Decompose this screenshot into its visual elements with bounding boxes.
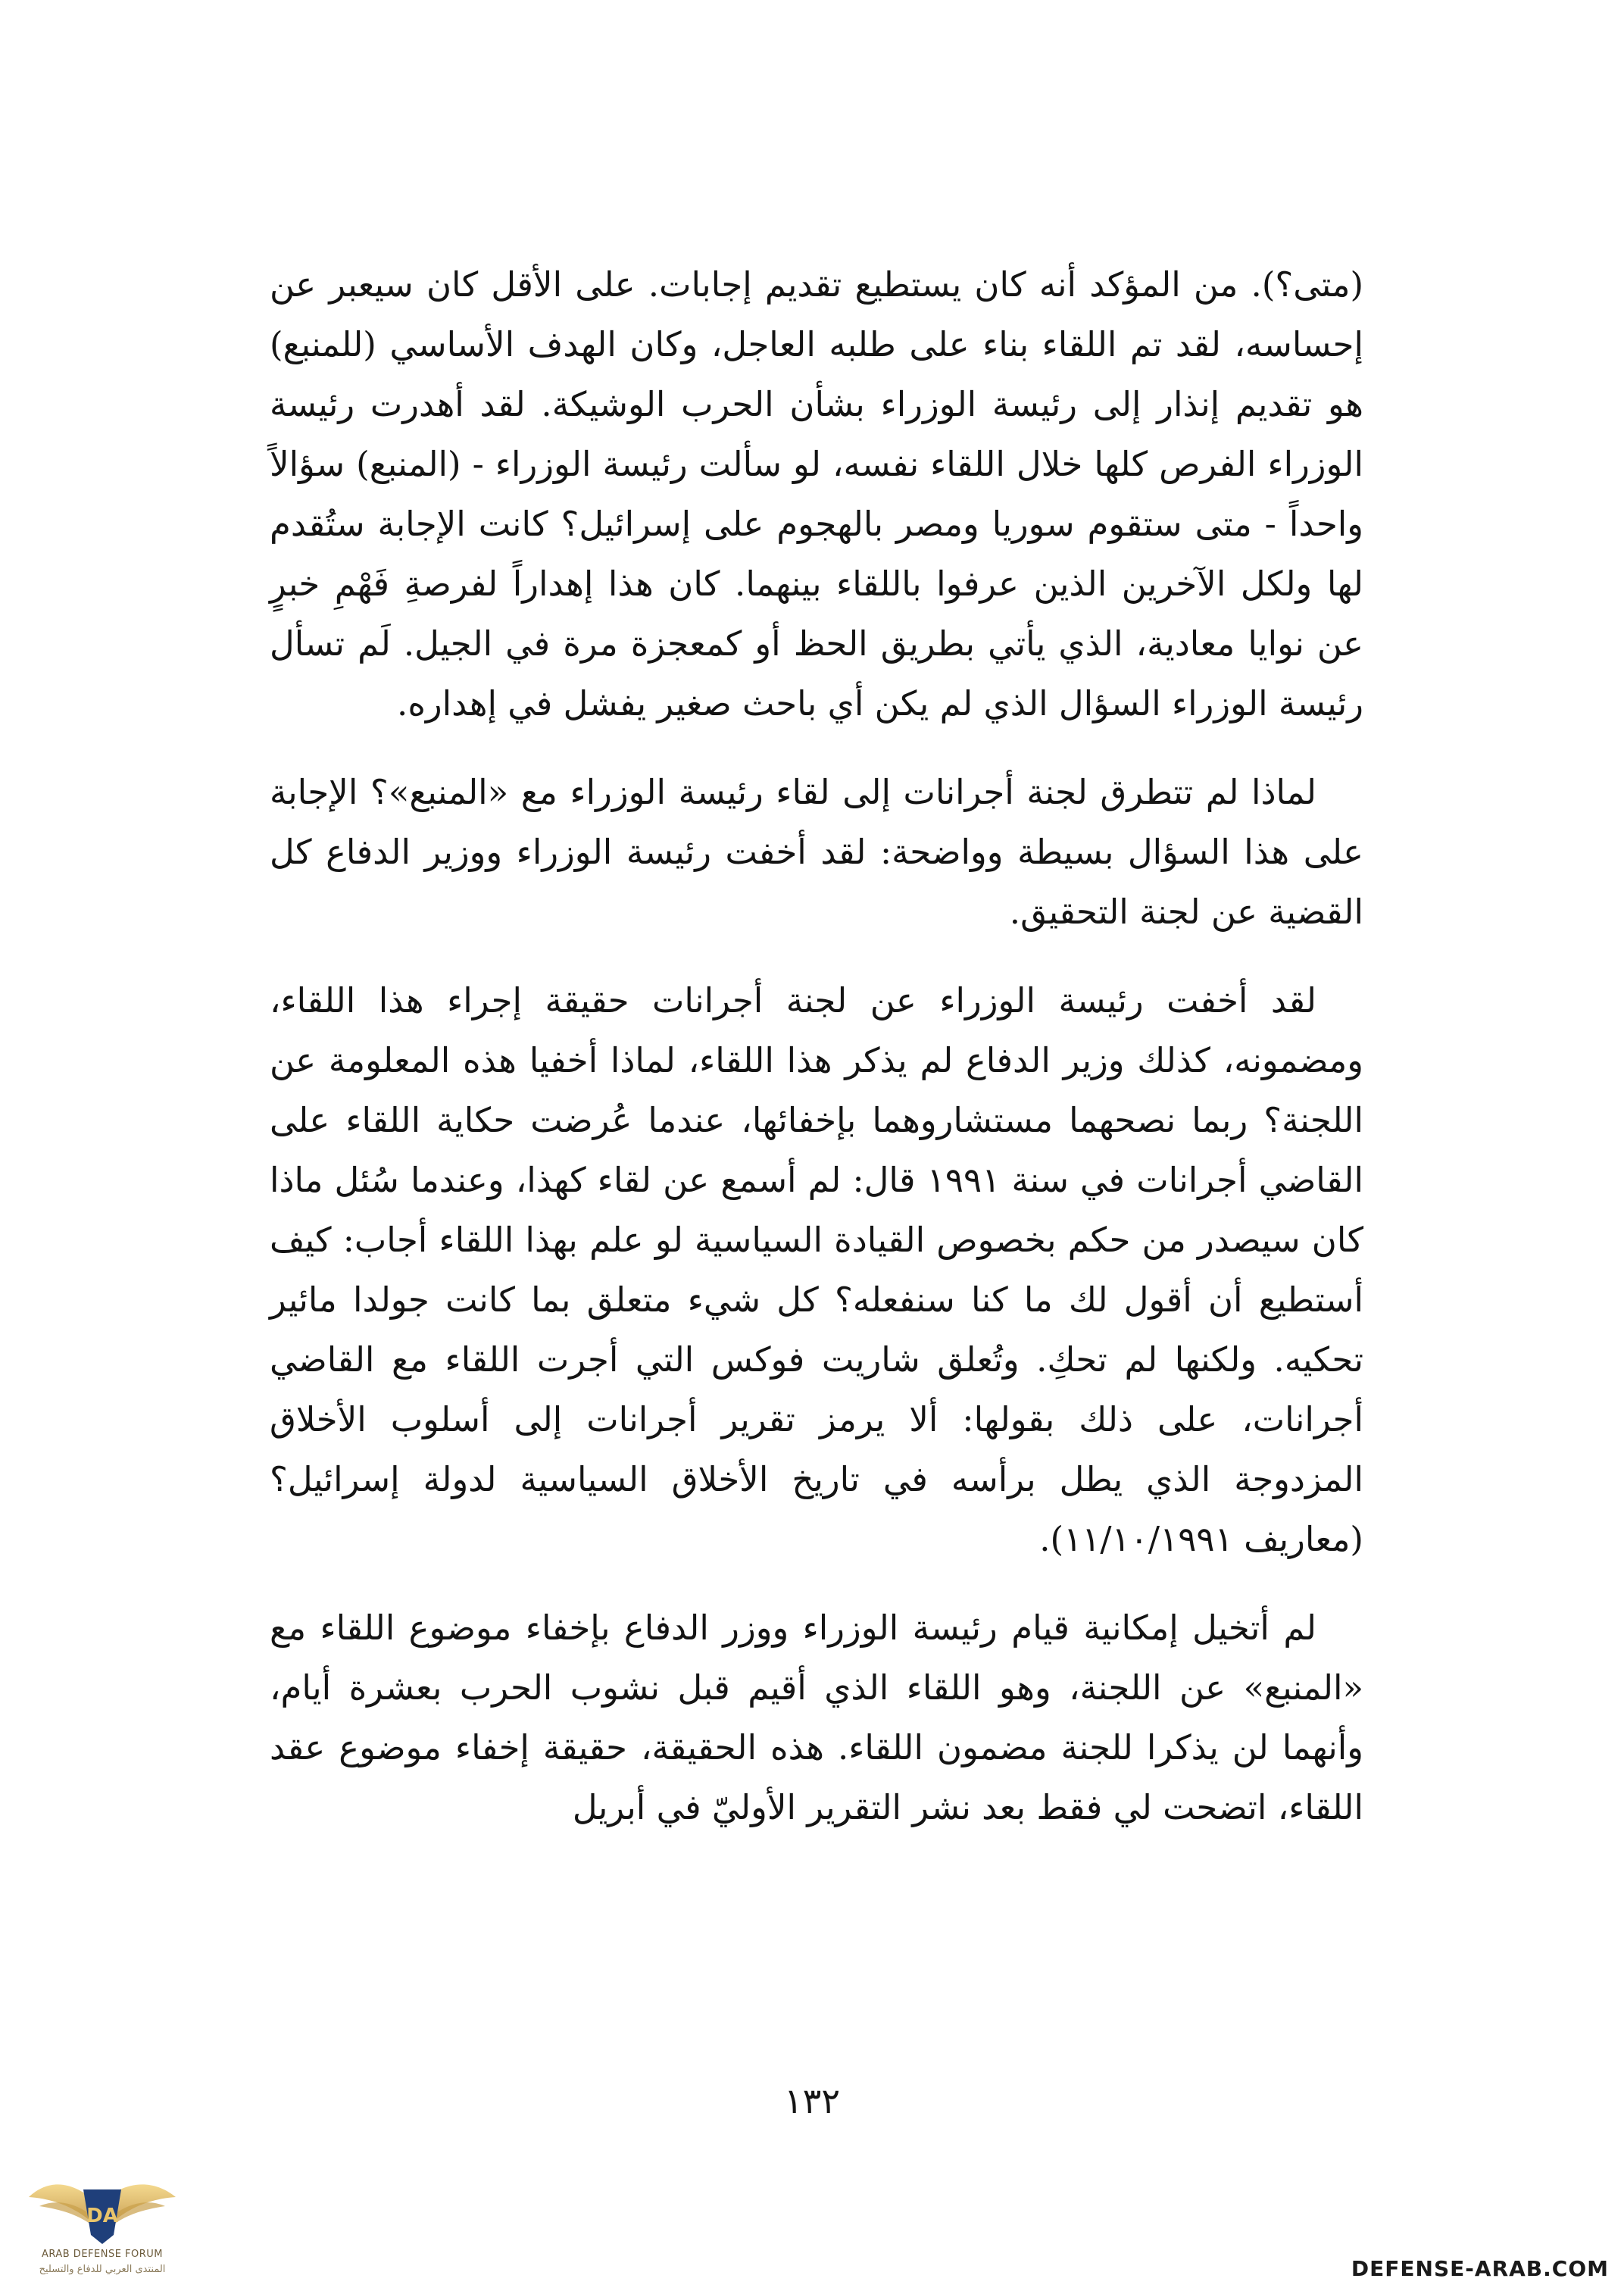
paragraph-1: (متى؟). من المؤكد أنه كان يستطيع تقديم إجابات. على الأقل كان سيعبر عن إحساسه، لقد تم اللقاء بناء على طلبه العاجل، وكان الهدف الأساسي (للمنبع) هو تقديم إنذار إلى رئيسة الوزراء بشأن الحرب الوشيكة. لقد أهدرت رئيسة الوزراء الفرص كلها خلال اللقاء نفسه، لو سألت رئيسة الوزراء - (المنبع) سؤالاً واحداً - متى ستقوم سوريا ومصر بالهجوم على إسرائيل؟ كانت الإجابة ستُقدم لها ولكل الآخرين الذين عرفوا باللقاء بينهما. كان هذا إهداراً لفرصةِ فَهْمِ خبرٍ عن نوايا معادية، الذي يأتي بطريق الحظ أو كمعجزة مرة في الجيل. لَم تسأل رئيسة الوزراء السؤال الذي لم يكن أي باحث صغير يفشل في إهداره. — [270, 264, 1363, 724]
site-watermark: DEFENSE-ARAB.COM — [1351, 2256, 1609, 2281]
arab-defense-forum-eagle-logo-icon — [23, 2144, 182, 2280]
logo-caption-arabic: المنتدى العربي للدفاع والتسليح — [39, 2264, 166, 2275]
paragraph-4: لم أتخيل إمكانية قيام رئيسة الوزراء ووزر الدفاع بإخفاء موضوع اللقاء مع «المنبع» عن اللجنة، وهو اللقاء الذي أقيم قبل نشوب الحرب بعشرة أيام، وأنهما لن يذكرا للجنة مضمون اللقاء. هذه الحقيقة، حقيقة إخفاء موضوع عقد اللقاء، اتضحت لي فقط بعد نشر التقرير الأوليّ في أبريل — [270, 1608, 1363, 1827]
body-text — [270, 255, 1363, 1866]
svg-text:DA: DA — [86, 2205, 118, 2227]
page-number: ١٣٢ — [783, 2080, 841, 2121]
paragraph-2: لماذا لم تتطرق لجنة أجرانات إلى لقاء رئيسة الوزراء مع «المنبع»؟ الإجابة على هذا السؤال بسيطة وواضحة: لقد أخفت رئيسة الوزراء ووزير الدفاع كل القضية عن لجنة التحقيق. — [270, 772, 1363, 932]
logo-caption: ARAB DEFENSE FORUM — [41, 2249, 164, 2260]
paragraph-3: لقد أخفت رئيسة الوزراء عن لجنة أجرانات حقيقة إجراء هذا اللقاء، ومضمونه، كذلك وزير الدفاع لم يذكر هذا اللقاء، لماذا أخفيا هذه المعلومة عن اللجنة؟ ربما نصحهما مستشاروهما بإخفائها، عندما عُرضت حكاية اللقاء على القاضي أجرانات في سنة ١٩٩١ قال: لم أسمع عن لقاء كهذا، وعندما سُئل ماذا كان سيصدر من حكم بخصوص القيادة السياسية لو علم بهذا اللقاء أجاب: كيف أستطيع أن أقول لك ما كنا سنفعله؟ كل شيء متعلق بما كانت جولدا مائير تحكيه. ولكنها لم تحكِ. وتُعلق شاريت فوكس التي أجرت اللقاء مع القاضي أجرانات، على ذلك بقولها: ألا يرمز تقرير أجرانات إلى أسلوب الأخلاق المزدوجة الذي يطل برأسه في تاريخ الأخلاق السياسية لدولة إسرائيل؟ (معاريف ١١/١٠/١٩٩١). — [270, 980, 1363, 1559]
